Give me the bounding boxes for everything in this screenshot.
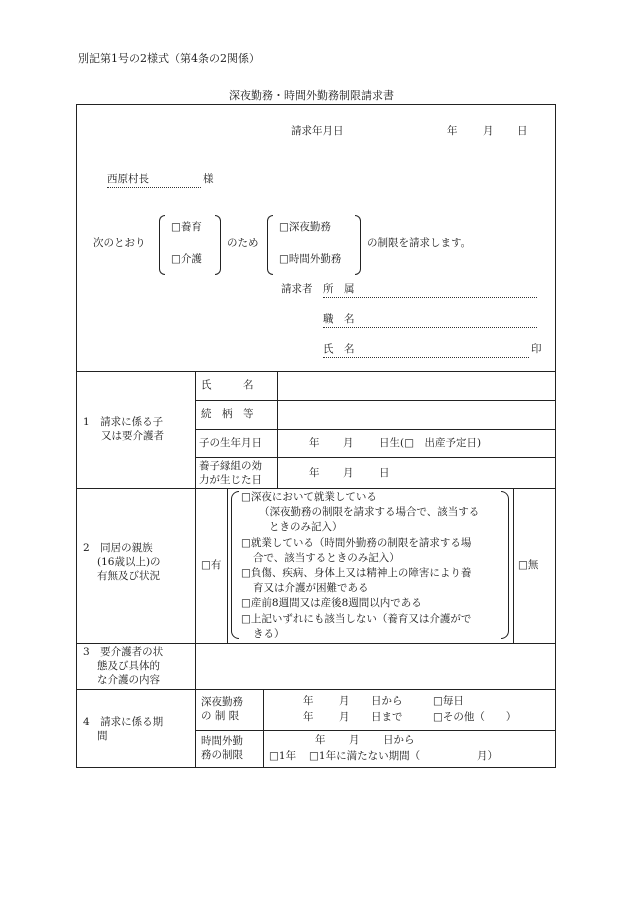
cohabitant-no-option[interactable]: □無: [518, 559, 539, 571]
name-field[interactable]: [323, 343, 529, 358]
overtime-from-month: 月: [349, 734, 360, 746]
col-divider-s1: [277, 371, 278, 488]
section3-title-line3: な介護の内容: [97, 674, 160, 687]
overtime-less-than-year-option[interactable]: □1年に満たない期間（: [309, 750, 421, 762]
section1-title-line1: 1 請求に係る子: [83, 416, 164, 428]
seal-mark: 印: [531, 343, 542, 355]
rule-s3-end: [77, 689, 555, 690]
request-date-label: 請求年月日: [291, 125, 344, 137]
status-working-note: 合で、該当するときのみ記入）: [253, 551, 400, 564]
night-to-month: 月: [339, 711, 350, 723]
relation-label: 続 柄 等: [201, 408, 254, 420]
rule-s4-mid: [195, 730, 555, 731]
col-divider-s2-no: [513, 488, 514, 643]
overtime-limit-label: [201, 734, 243, 762]
position-field[interactable]: [323, 313, 537, 328]
rule-top-block: [77, 371, 555, 372]
col-divider-s2-yes: [227, 488, 228, 643]
option-overtime-work[interactable]: □時間外勤務: [279, 253, 342, 265]
birth-month: 月: [343, 437, 354, 449]
affiliation-field[interactable]: [323, 283, 537, 298]
birth-year: 年: [309, 437, 320, 449]
addressee-honorific: 様: [203, 173, 214, 185]
left-bracket-close: [215, 215, 221, 275]
adoption-label: [199, 459, 262, 487]
adoption-day: 日: [379, 467, 390, 479]
overtime-one-year-option[interactable]: □1年: [269, 750, 297, 762]
section4-title-line2: 間: [97, 730, 108, 743]
cohabitant-yes-option[interactable]: □有: [201, 559, 222, 571]
night-other-option[interactable]: □その他（ ）: [433, 711, 517, 723]
night-from-year: 年: [303, 695, 314, 707]
birth-date-label: 子の生年月日: [199, 437, 262, 449]
addressee: 西原村長: [107, 173, 201, 188]
overtime-limit-label-line1: 時間外勤: [201, 735, 243, 747]
status-night-note: （深夜勤務の制限を請求する場合で、該当する: [259, 506, 480, 519]
adoption-label-line2: 力が生じた日: [199, 474, 262, 487]
right-bracket-close: [355, 215, 361, 275]
status-none-cont: きる）: [253, 627, 285, 640]
night-every-day-option[interactable]: □毎日: [433, 695, 464, 707]
night-from-day: 日から: [371, 695, 403, 707]
section2-title-line1: 2 同居の親族: [83, 542, 153, 554]
rule-s1-c: [195, 457, 555, 458]
statement-suffix: の制限を請求します。: [367, 237, 472, 249]
night-to-day: 日まで: [371, 711, 403, 723]
col-divider-main: [195, 371, 196, 767]
night-limit-label: [201, 695, 243, 723]
night-from-month: 月: [339, 695, 350, 707]
overtime-months: 月）: [477, 750, 498, 762]
adoption-month: 月: [343, 467, 354, 479]
status-maternity[interactable]: □産前8週間又は産後8週間以内である: [241, 597, 422, 610]
request-date-day: 日: [517, 125, 528, 137]
requester-label: 請求者: [281, 283, 313, 295]
status-injury-cont: 育又は介護が困難である: [253, 582, 369, 595]
overtime-from-day: 日から: [383, 734, 415, 746]
rule-s1-a: [195, 400, 555, 401]
relation-field[interactable]: [279, 402, 553, 428]
status-night-work[interactable]: □深夜において就業している: [241, 491, 377, 503]
child-name-label: 氏 名: [201, 379, 254, 391]
request-date-month: 月: [483, 125, 494, 137]
rule-s1-end: [77, 488, 555, 489]
night-limit-label-line2: の 制 限: [201, 710, 240, 723]
affiliation-label: 所 属: [323, 283, 355, 295]
birth-day: 日生(□ 出産予定日): [379, 437, 482, 449]
col-divider-s4: [263, 689, 264, 767]
statement-prefix: 次のとおり: [93, 237, 146, 249]
section2-title: [83, 541, 161, 584]
section1-title: [83, 415, 164, 443]
option-nursing-care[interactable]: □介護: [171, 253, 202, 265]
night-to-year: 年: [303, 711, 314, 723]
section3-title: [83, 645, 163, 688]
left-bracket: [159, 215, 165, 275]
statement-middle: のため: [227, 237, 259, 249]
status-bracket-left: [231, 491, 239, 639]
section4-title-line1: 4 請求に係る期: [83, 716, 164, 728]
cohabitant-status-list: [241, 490, 479, 642]
name-label: 氏 名: [323, 343, 355, 355]
care-details-field[interactable]: [197, 645, 553, 687]
rule-s2-end: [77, 643, 555, 644]
status-night-note-cont: ときのみ記入）: [269, 521, 343, 534]
position-label: 職 名: [323, 313, 355, 325]
section3-title-line2: 態及び具体的: [97, 660, 160, 673]
status-bracket-right: [501, 491, 509, 639]
adoption-label-line1: 養子縁組の効: [199, 460, 262, 472]
section3-title-line1: 3 要介護者の状: [83, 646, 164, 658]
overtime-from-year: 年: [315, 734, 326, 746]
option-night-work[interactable]: □深夜勤務: [279, 221, 331, 233]
form-reference: 別記第1号の2様式（第4条の2関係）: [78, 52, 260, 65]
option-child-care[interactable]: □養育: [171, 221, 202, 233]
status-working[interactable]: □就業している（時間外勤務の制限を請求する場: [241, 536, 472, 549]
status-none[interactable]: □上記いずれにも該当しない（養育又は介護がで: [241, 612, 472, 625]
request-date-year: 年: [447, 125, 458, 137]
adoption-year: 年: [309, 467, 320, 479]
status-injury[interactable]: □負傷、疾病、身体上又は精神上の障害により養: [241, 567, 472, 580]
section4-title: [83, 715, 163, 743]
section1-title-line2: 又は要介護者: [101, 430, 164, 443]
section2-title-line2: (16歳以上)の: [97, 556, 161, 569]
night-limit-label-line1: 深夜勤務: [201, 696, 243, 708]
section2-title-line3: 有無及び状況: [97, 570, 160, 583]
rule-s1-b: [195, 429, 555, 430]
right-bracket: [267, 215, 273, 275]
child-name-field[interactable]: [279, 373, 553, 399]
request-form: [76, 104, 556, 768]
overtime-limit-label-line2: 務の制限: [201, 749, 243, 762]
form-title: 深夜勤務・時間外勤務制限請求書: [229, 89, 394, 102]
